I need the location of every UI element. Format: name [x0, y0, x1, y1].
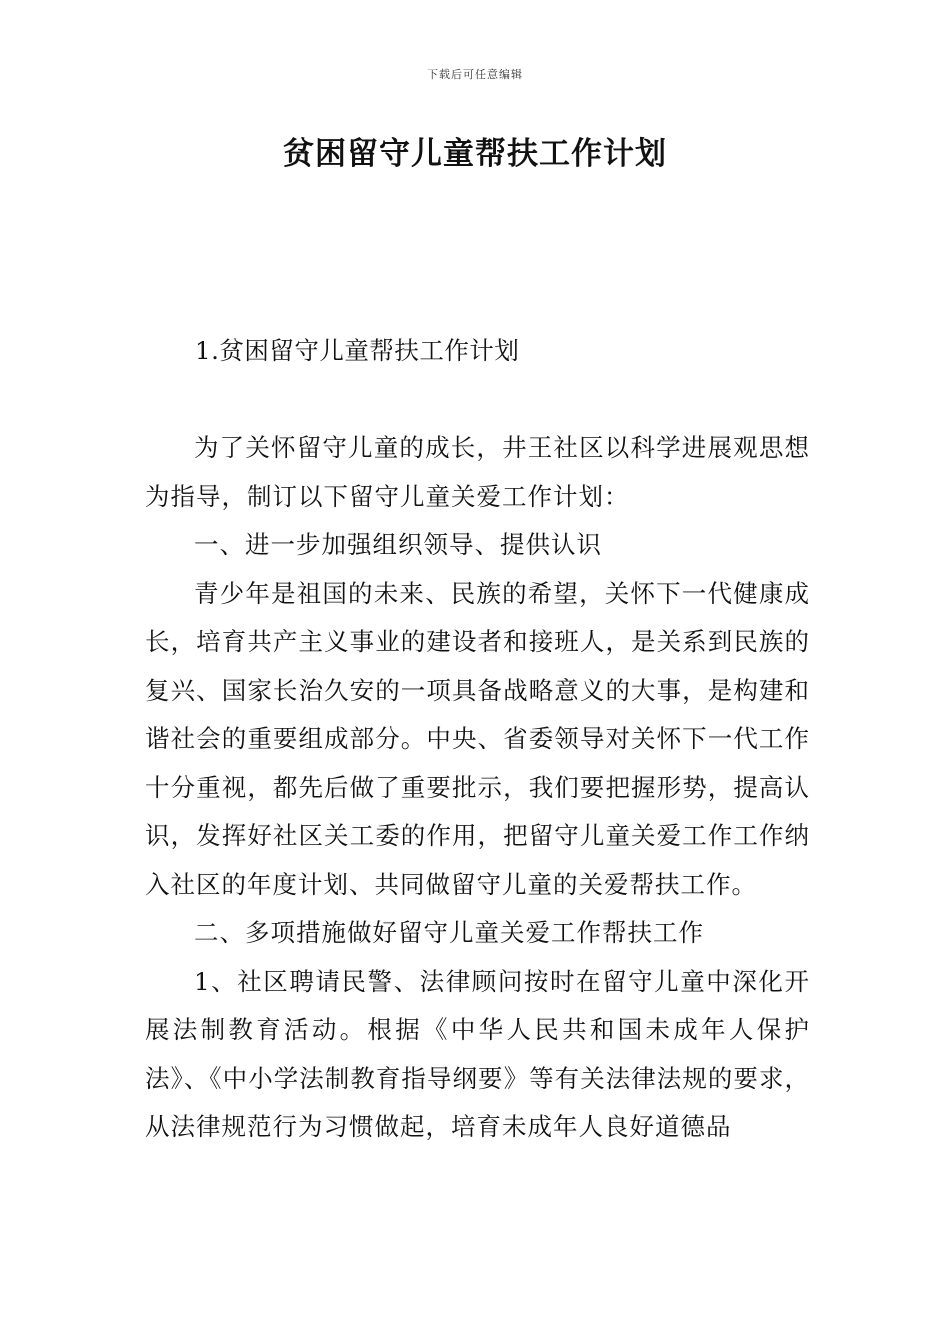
document-body [145, 424, 810, 1152]
paragraph-intro: 为了关怀留守儿童的成长，井王社区以科学进展观思想为指导，制订以下留守儿童关爱工作计划： [145, 433, 810, 511]
header-note: 下载后可任意编辑 [427, 68, 523, 81]
section-heading-1: 一、进一步加强组织领导、提供认识 [194, 530, 602, 559]
paragraph-section-1: 青少年是祖国的未来、民族的希望，关怀下一代健康成长，培育共产主义事业的建设者和接班人，是关系到民族的复兴、国家长治久安的一项具备战略意义的大事，是构建和谐社会的重要组成部分。中央、省委领导对关怀下一代工作十分重视，都先后做了重要批示，我们要把握形势，提高认识，发挥好社区关工委的作用，把留守儿童关爱工作工作纳入社区的年度计划、共同做留守儿童的关爱帮扶工作。 [145, 578, 810, 899]
document-title: 贫困留守儿童帮扶工作计划 [283, 136, 667, 172]
section-heading-2: 二、多项措施做好留守儿童关爱工作帮扶工作 [194, 918, 704, 947]
paragraph-item-1: 1、社区聘请民警、法律顾问按时在留守儿童中深化开展法制教育活动。根据《中华人民共和国未成年人保护法》、《中小学法制教育指导纲要》等有关法律法规的要求，从法律规范行为习惯做起，培育未成年人良好道德品 [145, 966, 810, 1141]
document-subtitle: 1.贫困留守儿童帮扶工作计划 [195, 336, 520, 365]
